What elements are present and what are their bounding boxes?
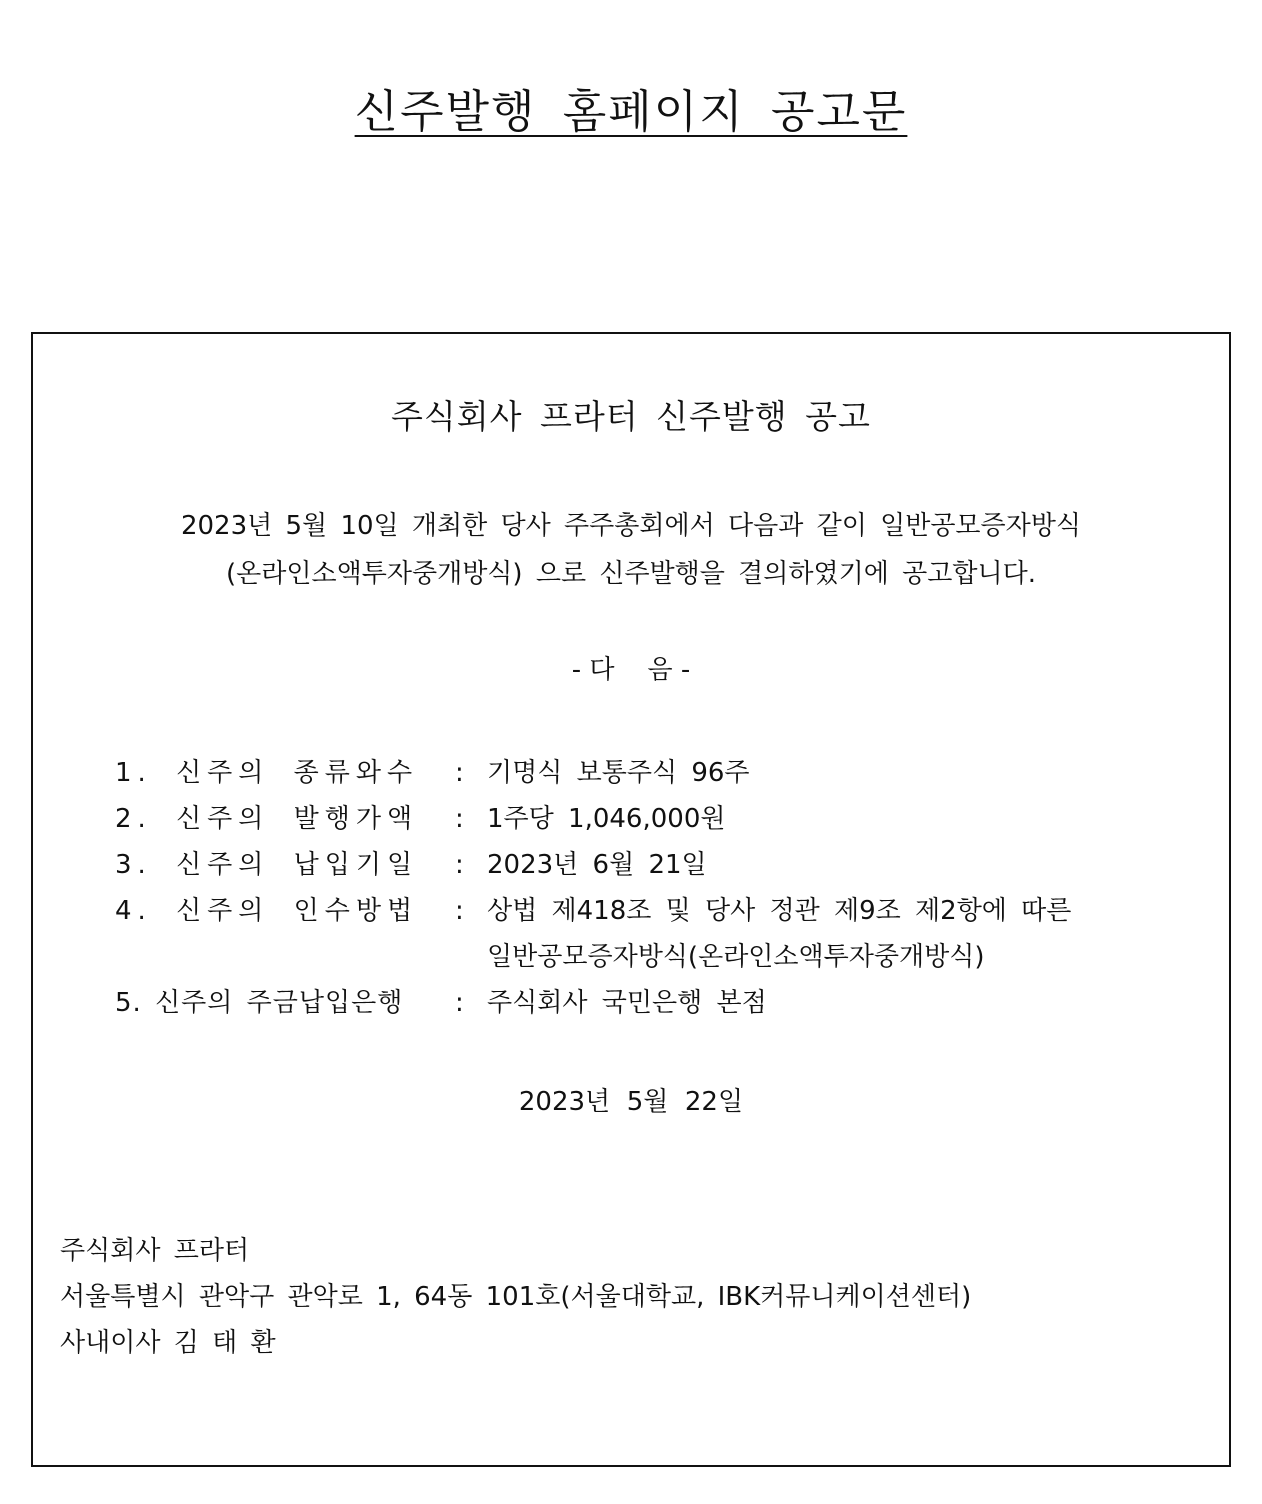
notice-box (31, 332, 1231, 1467)
item-label-spacer (115, 934, 455, 980)
notice-item (115, 888, 1195, 934)
item-value: 기명식 보통주식 96주 (487, 758, 750, 788)
company-name: 주식회사 프라터 (60, 1236, 250, 1266)
item-label: 3. 신주의 납입기일 (115, 850, 419, 880)
item-colon: : (455, 804, 464, 834)
notice-item (115, 796, 1195, 842)
document-title (0, 82, 1262, 142)
intro-line: 2023년 5월 10일 개최한 당사 주주총회에서 다음과 같이 일반공모증자방식 (180, 511, 1082, 541)
item-value: 2023년 6월 21일 (487, 850, 707, 880)
item-value: 1주당 1,046,000원 (487, 804, 726, 834)
notice-heading: 주식회사 프라터 신주발행 공고 (391, 397, 871, 436)
item-colon: : (455, 896, 464, 926)
details-separator: - 다 음 - (571, 655, 691, 685)
notice-intro (33, 502, 1229, 598)
company-signature (60, 1228, 971, 1366)
company-address: 서울특별시 관악구 관악로 1, 64동 101호(서울대학교, IBK커뮤니케이션센터) (60, 1282, 972, 1312)
item-value: 주식회사 국민은행 본점 (487, 988, 767, 1018)
notice-item-continuation (115, 934, 1195, 980)
notice-item (115, 980, 1195, 1026)
item-colon: : (455, 988, 464, 1018)
notice-item (115, 842, 1195, 888)
company-representative: 사내이사 김 태 환 (60, 1328, 276, 1358)
item-colon-spacer (455, 934, 487, 980)
intro-line: (온라인소액투자중개방식) 으로 신주발행을 결의하였기에 공고합니다. (226, 559, 1036, 589)
item-value: 상법 제418조 및 당사 정관 제9조 제2항에 따른 (487, 896, 1072, 926)
item-label: 2. 신주의 발행가액 (115, 804, 419, 834)
notice-item (115, 750, 1195, 796)
item-colon: : (455, 758, 464, 788)
notice-items (115, 750, 1195, 1026)
item-label: 1. 신주의 종류와수 (115, 758, 419, 788)
document-title-text: 신주발행 홈페이지 공고문 (354, 85, 908, 138)
item-value-continued: 일반공모증자방식(온라인소액투자중개방식) (487, 942, 985, 972)
item-label: 5. 신주의 주금납입은행 (115, 988, 404, 1018)
notice-date: 2023년 5월 22일 (518, 1087, 744, 1117)
item-label: 4. 신주의 인수방법 (115, 896, 419, 926)
item-colon: : (455, 850, 464, 880)
